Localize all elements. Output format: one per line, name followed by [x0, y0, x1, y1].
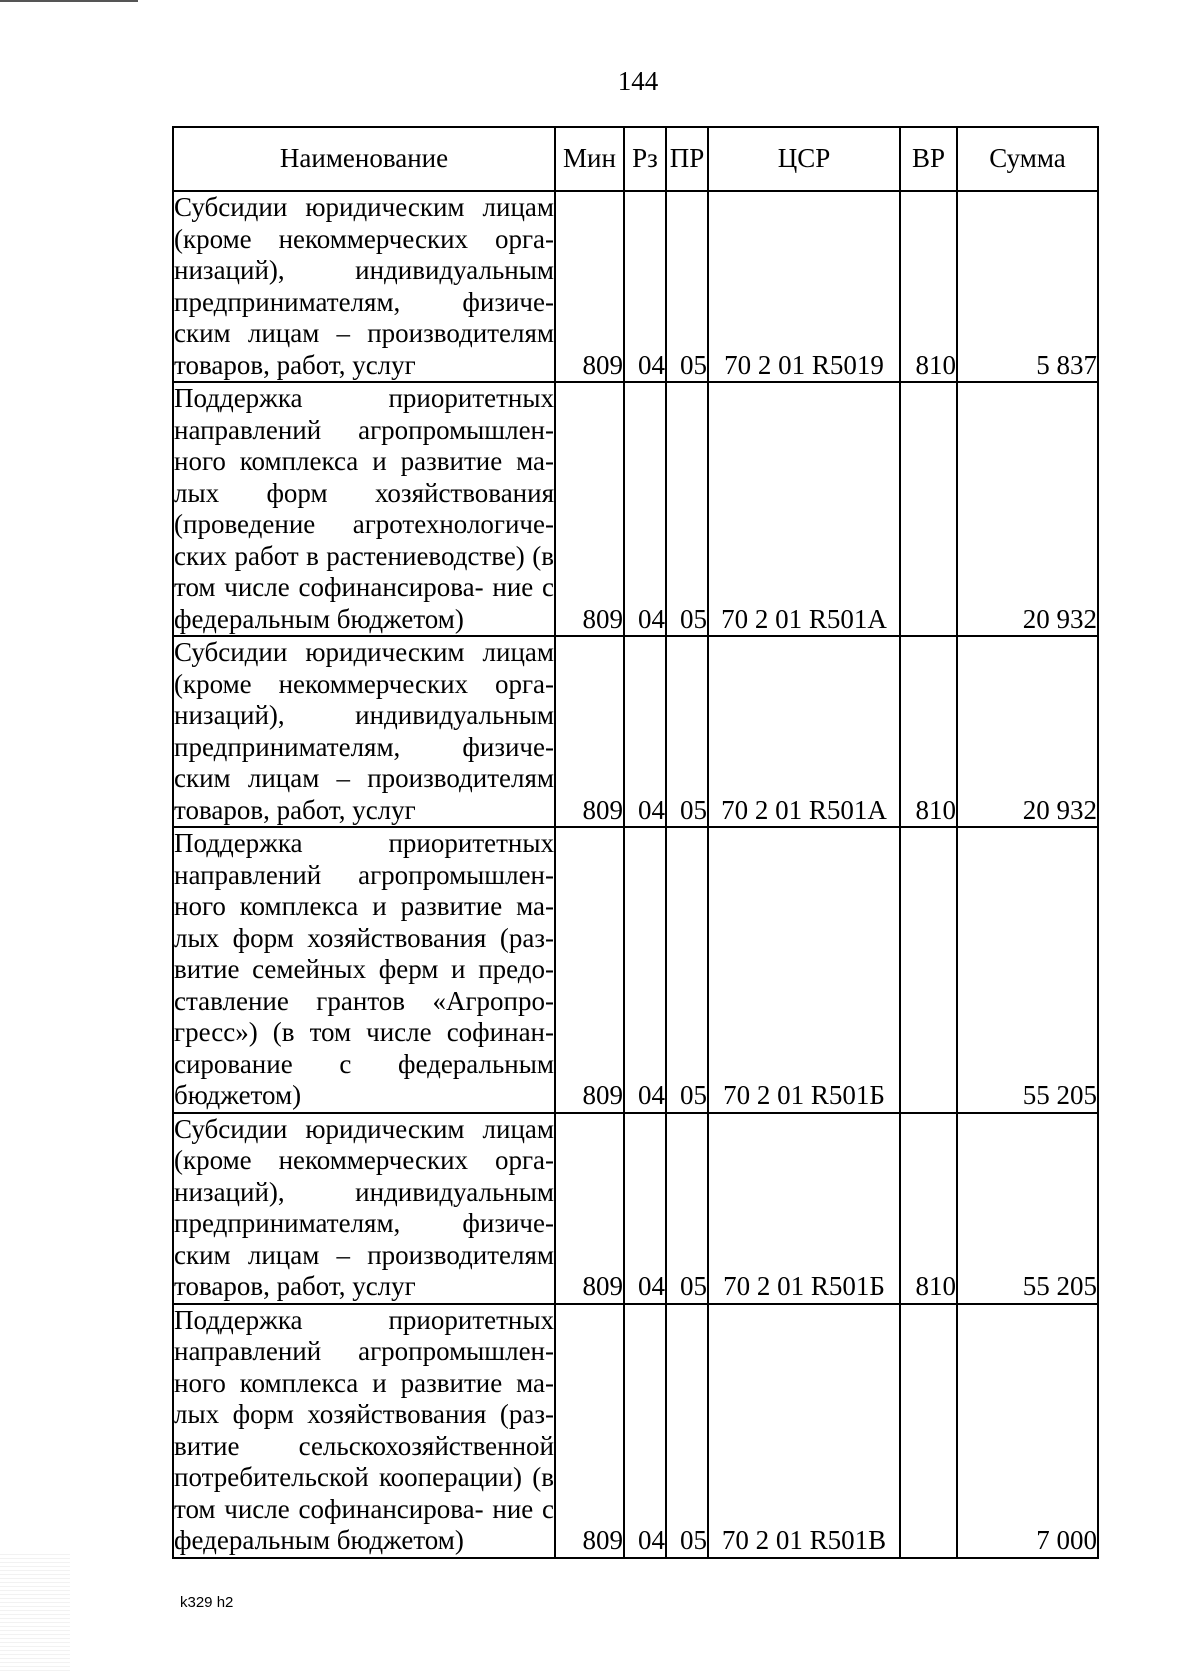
- row-sum: 20 932: [957, 636, 1098, 827]
- row-sum: 55 205: [957, 827, 1098, 1113]
- row-csr: 70 2 01 R5019: [708, 191, 900, 382]
- row-rz: 04: [624, 827, 666, 1113]
- header-name: Наименование: [173, 127, 555, 191]
- header-csr: ЦСР: [708, 127, 900, 191]
- row-pr: 05: [666, 827, 708, 1113]
- header-row: [173, 127, 1098, 191]
- table-row: [173, 1304, 1098, 1558]
- header-sum: Сумма: [957, 127, 1098, 191]
- row-name: Поддержка приоритетных направлений агропромышлен- ного комплекса и развитие ма- лых форм хозяйствования (раз- витие сельскохозяйственной потребительской кооперации) (в том числе софинансирова- ние с федеральным бюджетом): [173, 1304, 555, 1558]
- budget-table: [172, 126, 1099, 1559]
- row-name: Субсидии юридическим лицам (кроме некоммерческих орга- низаций), индивидуальным предпринимателям, физиче- ским лицам – производителям товаров, работ, услуг: [173, 191, 555, 382]
- row-pr: 05: [666, 382, 708, 636]
- row-csr: 70 2 01 R501Б: [708, 1113, 900, 1304]
- footer-code: k329 h2: [180, 1594, 234, 1611]
- row-name: Субсидии юридическим лицам (кроме некоммерческих орга- низаций), индивидуальным предпринимателям, физиче- ским лицам – производителям товаров, работ, услуг: [173, 636, 555, 827]
- row-vr: [900, 827, 957, 1113]
- row-pr: 05: [666, 636, 708, 827]
- row-rz: 04: [624, 191, 666, 382]
- row-vr: 810: [900, 191, 957, 382]
- page-number: 144: [617, 66, 659, 96]
- table-row: [173, 382, 1098, 636]
- row-name: Субсидии юридическим лицам (кроме некоммерческих орга- низаций), индивидуальным предпринимателям, физиче- ским лицам – производителям товаров, работ, услуг: [173, 1113, 555, 1304]
- row-sum: 7 000: [957, 1304, 1098, 1558]
- row-min: 809: [555, 1304, 624, 1558]
- scan-noise: [0, 1551, 70, 1671]
- row-name: Поддержка приоритетных направлений агропромышлен- ного комплекса и развитие ма- лых форм хозяйствования (раз- витие семейных ферм и предо- ставление грантов «Агропро- гресс») (в том числе софинан- сирование с федеральным бюджетом): [173, 827, 555, 1113]
- header-rz: Рз: [624, 127, 666, 191]
- row-sum: 20 932: [957, 382, 1098, 636]
- row-vr: [900, 1304, 957, 1558]
- header-pr: ПР: [666, 127, 708, 191]
- row-min: 809: [555, 1113, 624, 1304]
- header-min: Мин: [555, 127, 624, 191]
- row-csr: 70 2 01 R501В: [708, 1304, 900, 1558]
- row-min: 809: [555, 636, 624, 827]
- row-pr: 05: [666, 1304, 708, 1558]
- table-row: [173, 636, 1098, 827]
- header-vr: ВР: [900, 127, 957, 191]
- row-csr: 70 2 01 R501Б: [708, 827, 900, 1113]
- row-rz: 04: [624, 382, 666, 636]
- row-rz: 04: [624, 1304, 666, 1558]
- row-vr: [900, 382, 957, 636]
- row-min: 809: [555, 382, 624, 636]
- row-pr: 05: [666, 191, 708, 382]
- table-row: [173, 827, 1098, 1113]
- row-vr: 810: [900, 1113, 957, 1304]
- row-sum: 5 837: [957, 191, 1098, 382]
- row-rz: 04: [624, 636, 666, 827]
- row-pr: 05: [666, 1113, 708, 1304]
- row-rz: 04: [624, 1113, 666, 1304]
- row-min: 809: [555, 827, 624, 1113]
- row-csr: 70 2 01 R501А: [708, 382, 900, 636]
- row-min: 809: [555, 191, 624, 382]
- row-sum: 55 205: [957, 1113, 1098, 1304]
- table-row: [173, 191, 1098, 382]
- row-vr: 810: [900, 636, 957, 827]
- scan-top-rule: [0, 0, 138, 2]
- row-csr: 70 2 01 R501А: [708, 636, 900, 827]
- row-name: Поддержка приоритетных направлений агропромышлен- ного комплекса и развитие ма- лых форм хозяйствования (проведение агротехнологиче- ских работ в растениеводстве) (в том числе софинансирова- ние с федеральным бюджетом): [173, 382, 555, 636]
- table-row: [173, 1113, 1098, 1304]
